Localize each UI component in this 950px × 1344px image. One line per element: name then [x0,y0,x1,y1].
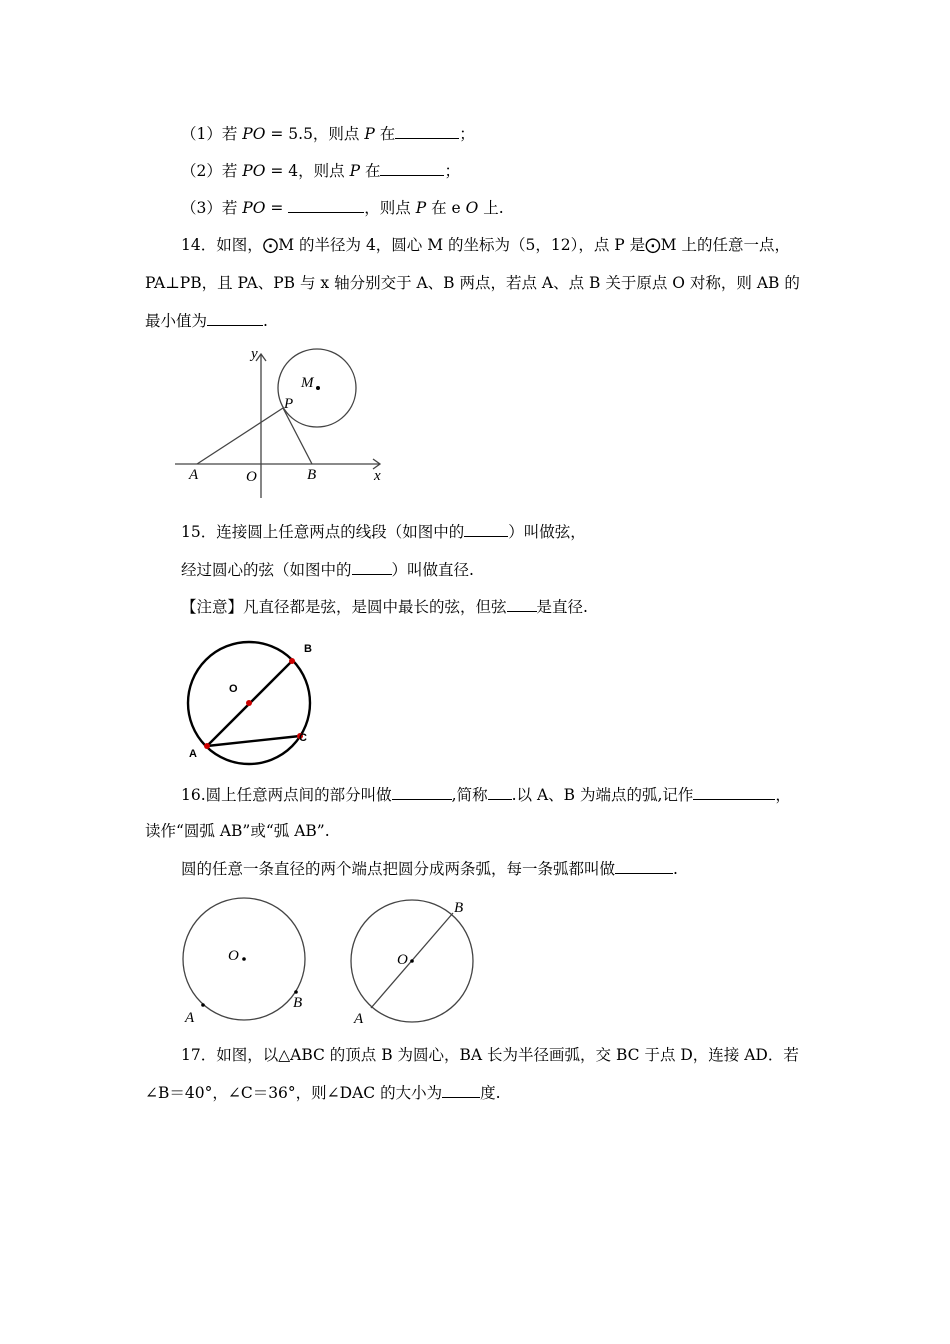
text: ）叫做直径. [391,561,474,579]
label-b: B [307,467,317,483]
text: 【注意】凡直径都是弦，是圆中最长的弦，但弦 [181,598,507,616]
text: 在 [360,162,381,180]
label-b: B [304,643,312,655]
q13-line-1 [181,124,475,144]
label-y: y [251,346,258,362]
text: 经过圆心的弦（如图中的 [181,561,352,579]
text: ； [444,162,460,180]
text: 在 [374,125,396,143]
point-o [246,700,252,706]
answer-blank[interactable] [395,124,459,139]
label-a: A [185,1010,195,1026]
answer-blank[interactable] [464,522,508,537]
text: 15．连接圆上任意两点的线段（如图中的 [181,523,465,541]
answer-blank[interactable] [288,198,364,213]
text: . [673,860,678,878]
text: ，则点 [364,199,416,217]
answer-blank[interactable] [693,785,775,800]
q14-line-2: PA⊥PB，且 PA、PB 与 x 轴分别交于 A、B 两点，若点 A、点 B 关于原点 O 对称，则 AB 的 [145,274,800,292]
q16-figure-1 [178,893,328,1033]
point-b [289,658,295,664]
text: 度. [480,1084,501,1102]
q15-line-1 [181,522,586,542]
q16-figure-2 [348,893,498,1033]
text: （3）若 [181,199,243,217]
q17-line-2 [145,1083,501,1103]
q14-figure [175,342,395,502]
label-a: A [354,1011,364,1027]
answer-blank[interactable] [392,785,452,800]
answer-blank[interactable] [507,597,537,612]
q16-line-1 [181,785,791,805]
answer-blank[interactable] [442,1083,480,1098]
label-o: O [397,952,408,968]
point-b [294,990,298,994]
q15-figure [180,636,340,771]
text: .以 A、B 为端点的弧,记作 [511,786,694,804]
answer-blank[interactable] [488,785,512,800]
label-m: M [301,375,314,391]
q15-line-2 [181,560,474,580]
answer-blank[interactable] [352,560,392,575]
var: P [364,125,375,143]
answer-blank[interactable] [380,161,444,176]
text: . [263,312,268,330]
q16-line-2: 读作“圆弧 AB”或“弧 AB”. [145,822,330,840]
label-x: x [374,468,381,484]
var: P [415,199,427,217]
var: P [349,162,361,180]
point-a [201,1003,205,1007]
point-a [204,743,210,749]
var: O [465,199,479,217]
text: 16.圆上任意两点间的部分叫做 [181,786,392,804]
q13-line-3 [181,198,504,218]
var: PO [242,199,266,217]
segment-pa [197,408,283,464]
text: ）叫做弦， [508,523,586,541]
text: 在 e [426,199,466,217]
text: 圆的任意一条直径的两个端点把圆分成两条弧，每一条弧都叫做 [181,860,616,878]
q17-line-1: 17．如图，以△ABC 的顶点 B 为圆心，BA 长为半径画弧，交 BC 于点 D，连接 AD．若 [181,1046,799,1064]
text: 上. [478,199,504,217]
text: （2）若 [181,162,243,180]
label-b: B [454,900,464,916]
text: 最小值为 [145,312,208,330]
text: （1）若 [181,125,243,143]
text: ,简称 [451,786,488,804]
text: ； [459,125,475,143]
answer-blank[interactable] [207,311,263,326]
center-dot [410,959,414,963]
text: 是直径. [536,598,588,616]
text: ， [775,786,791,804]
center-dot [242,957,246,961]
q16-line-3 [181,859,678,879]
var: PO [242,162,266,180]
text: ∠B＝40°，∠C＝36°，则∠DAC 的大小为 [145,1084,443,1102]
label-b: B [293,995,303,1011]
answer-blank[interactable] [615,859,673,874]
var: PO [242,125,266,143]
q15-line-3 [181,597,588,617]
label-o: O [228,948,239,964]
q13-line-2 [181,161,460,181]
label-a: A [189,467,199,483]
text: = [265,199,289,217]
label-o: O [246,469,257,485]
label-a: A [189,748,197,760]
text: = 4，则点 [265,162,350,180]
segment-pb [283,408,312,464]
text: = 5.5，则点 [265,125,365,143]
q14-line-1: 14．如图，⨀M 的半径为 4，圆心 M 的坐标为（5，12），点 P 是⨀M 上的任意一点， [181,236,790,254]
label-o: O [229,683,238,695]
center-m-dot [316,386,320,390]
label-c: C [299,732,307,744]
chord-ac [207,736,300,746]
q14-line-3 [145,311,268,331]
label-p: P [284,396,294,412]
